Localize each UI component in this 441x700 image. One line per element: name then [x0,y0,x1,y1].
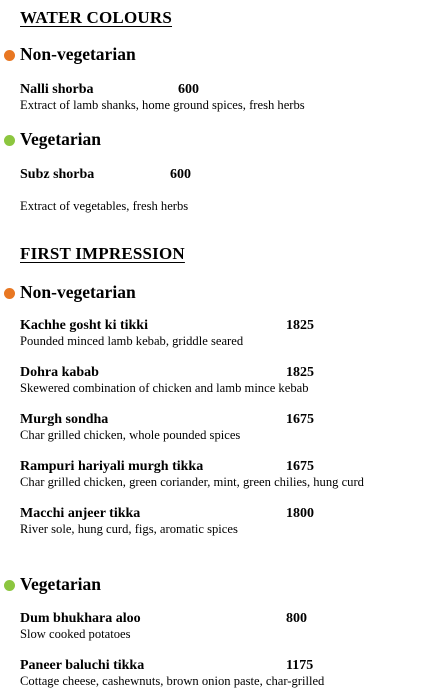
item-price: 600 [178,82,199,97]
item-name: Kachhe gosht ki tikki [20,318,148,333]
veg-dot-icon [4,135,15,146]
item-price: 1675 [286,459,314,474]
item-price: 1825 [286,365,314,380]
item-description: Char grilled chicken, whole pounded spices [20,428,241,442]
item-description: Pounded minced lamb kebab, griddle seared [20,334,244,348]
item-price: 1175 [286,658,314,673]
item-description: Extract of lamb shanks, home ground spices, fresh herbs [20,98,305,112]
item-description: Extract of vegetables, fresh herbs [20,199,189,213]
section-title-first-impression: FIRST IMPRESSION [20,244,185,263]
item-name: Rampuri hariyali murgh tikka [20,459,204,474]
item-price: 800 [286,611,307,626]
item-price: 1800 [286,506,314,521]
item-price: 1825 [286,318,314,333]
item-name: Nalli shorba [20,82,94,97]
item-name: Paneer baluchi tikka [20,658,145,673]
category-label-veg: Vegetarian [20,129,102,149]
item-name: Macchi anjeer tikka [20,506,141,521]
item-name: Murgh sondha [20,412,109,427]
item-name: Subz shorba [20,167,95,182]
item-description: Skewered combination of chicken and lamb mince kebab [20,381,309,395]
item-price: 600 [170,167,191,182]
category-label-nonveg: Non-vegetarian [20,44,136,64]
item-name: Dohra kabab [20,365,99,380]
veg-dot-icon [4,580,15,591]
non-veg-dot-icon [4,50,15,61]
category-label-nonveg: Non-vegetarian [20,282,136,302]
item-description: River sole, hung curd, figs, aromatic spices [20,522,238,536]
item-description: Slow cooked potatoes [20,627,131,641]
item-name: Dum bhukhara aloo [20,611,141,626]
non-veg-dot-icon [4,288,15,299]
section-title-water-colours: WATER COLOURS [20,8,173,27]
item-price: 1675 [286,412,314,427]
item-description: Char grilled chicken, green coriander, mint, green chilies, hung curd [20,475,364,489]
item-description: Cottage cheese, cashewnuts, brown onion paste, char-grilled [20,674,325,688]
category-label-veg: Vegetarian [20,574,102,594]
